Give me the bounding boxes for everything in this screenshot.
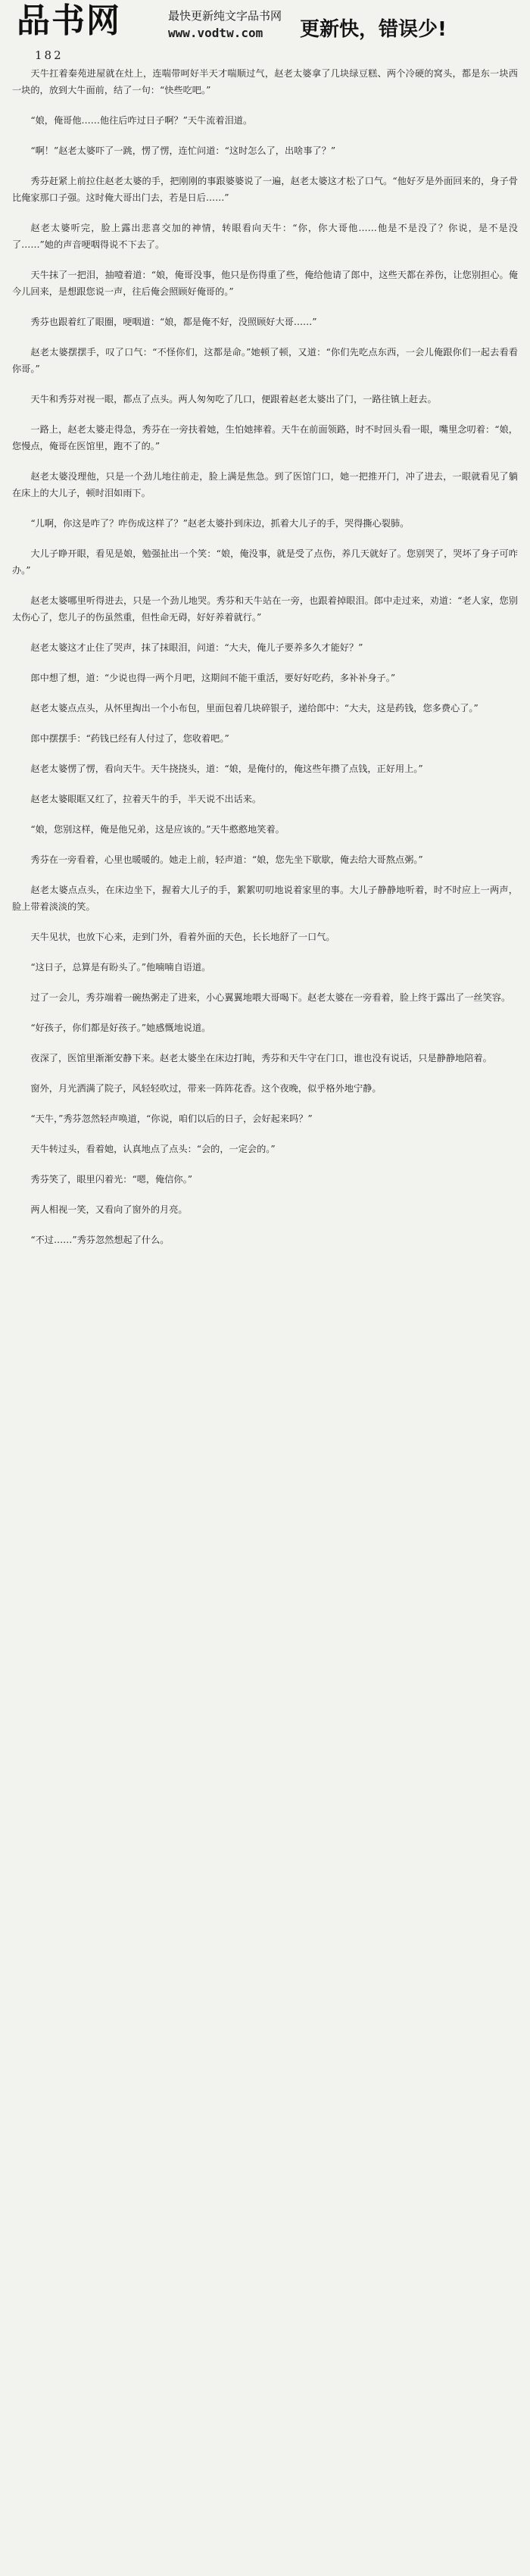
paragraph: “儿啊，你这是咋了？咋伤成这样了？”赵老太婆扑到床边，抓着大儿子的手，哭得撕心裂肺。	[30, 518, 410, 529]
paragraph: “娘，您别这样，俺是他兄弟，这是应该的。”天牛憨憨地笑着。	[30, 824, 285, 835]
site-logo[interactable]: 品书网	[17, 2, 121, 40]
paragraph: “不过……”秀芬忽然想起了什么。	[30, 1235, 170, 1245]
paragraph: 郎中摆摆手：“药钱已经有人付过了，您收着吧。”	[30, 733, 229, 744]
site-slogan: 最快更新纯文字品书网	[168, 9, 282, 23]
paragraph: 秀芬也跟着红了眼圈，哽咽道：“娘，都是俺不好，没照顾好大哥……”	[30, 317, 317, 327]
paragraph: 赵老太婆点点头，在床边坐下，握着大儿子的手，絮絮叨叨地说着家里的事。大儿子静静地听着，时不时应上一两声，脸上带着淡淡的笑。	[12, 885, 518, 912]
paragraph: 窗外，月光洒满了院子，风轻轻吹过，带来一阵阵花香。这个夜晚，似乎格外地宁静。	[30, 1083, 382, 1094]
paragraph: “娘，俺哥他……他往后咋过日子啊？”天牛流着泪道。	[30, 115, 253, 126]
paragraph: 天牛见状，也放下心来，走到门外，看着外面的天色，长长地舒了一口气。	[30, 932, 335, 942]
paragraph: 郎中想了想，道：“少说也得一两个月吧，这期间不能干重活，要好好吃药，多补补身子。”	[30, 673, 396, 683]
site-tagline: 更新快，错误少!	[300, 18, 447, 41]
paragraph: 赵老太婆听完，脸上露出悲喜交加的神情，转眼看向天牛：“你，你大哥他……他是不是没了？你说，是不是没了……”她的声音哽咽得说不下去了。	[12, 223, 518, 250]
page-number: 182	[35, 48, 64, 62]
paragraph: 秀芬笑了，眼里闪着光：“嗯，俺信你。”	[30, 1174, 192, 1185]
paragraph: 秀芬赶紧上前拉住赵老太婆的手，把刚刚的事跟婆婆说了一遍，赵老太婆这才松了口气。“他好歹是外面回来的，身子骨比俺家那口子强。这时俺大哥出门去，若是日后……”	[12, 176, 518, 203]
paragraph: 赵老太婆没理他，只是一个劲儿地往前走，脸上满是焦急。到了医馆门口，她一把推开门，冲了进去，一眼就看见了躺在床上的大儿子，顿时泪如雨下。	[12, 471, 518, 498]
paragraph: 赵老太婆眼眶又红了，拉着天牛的手，半天说不出话来。	[30, 794, 262, 804]
chapter-content	[12, 65, 518, 1262]
paragraph: 天牛抹了一把泪，抽噎着道：“娘，俺哥没事，他只是伤得重了些，俺给他请了郎中，这些天都在养伤，让您别担心。俺今儿回来，是想跟您说一声，往后俺会照顾好俺哥的。”	[12, 270, 518, 297]
paragraph: 赵老太婆这才止住了哭声，抹了抹眼泪，问道：“大夫，俺儿子要养多久才能好？”	[30, 642, 363, 653]
paragraph: 天牛和秀芬对视一眼，都点了点头。两人匆匆吃了几口，便跟着赵老太婆出了门，一路往镇上赶去。	[30, 394, 437, 404]
paragraph: “这日子，总算是有盼头了。”他喃喃自语道。	[30, 962, 211, 973]
site-header	[12, 0, 518, 65]
paragraph: 赵老太婆摆摆手，叹了口气：“不怪你们，这都是命。”她顿了顿，又道：“你们先吃点东西，一会儿俺跟你们一起去看看你哥。”	[12, 347, 518, 374]
paragraph: 两人相视一笑，又看向了窗外的月亮。	[30, 1204, 188, 1215]
paragraph: “好孩子，你们都是好孩子。”她感慨地说道。	[30, 1023, 211, 1033]
paragraph: 赵老太婆哪里听得进去，只是一个劲儿地哭。秀芬和天牛站在一旁，也跟着掉眼泪。郎中走过来，劝道：“老人家，您别太伤心了，您儿子的伤虽然重，但性命无碍，好好养着就行。”	[12, 595, 518, 623]
site-url[interactable]: www.vodtw.com	[168, 26, 263, 40]
paragraph: 大儿子睁开眼，看见是娘，勉强扯出一个笑：“娘，俺没事，就是受了点伤，养几天就好了。您别哭了，哭坏了身子可咋办。”	[12, 548, 518, 576]
paragraph: “啊！”赵老太婆吓了一跳，愣了愣，连忙问道：“这时怎么了，出啥事了？”	[30, 145, 336, 156]
paragraph: 赵老太婆点点头，从怀里掏出一个小布包，里面包着几块碎银子，递给郎中：“大夫，这是药钱，您多费心了。”	[30, 703, 479, 713]
paragraph: 赵老太婆愣了愣，看向天牛。天牛挠挠头，道：“娘，是俺付的，俺这些年攒了点钱，正好用上。”	[30, 763, 423, 774]
paragraph: 过了一会儿，秀芬端着一碗热粥走了进来，小心翼翼地喂大哥喝下。赵老太婆在一旁看着，脸上终于露出了一丝笑容。	[30, 992, 511, 1003]
paragraph: 一路上，赵老太婆走得急，秀芬在一旁扶着她，生怕她摔着。天牛在前面领路，时不时回头看一眼，嘴里念叨着：“娘，您慢点，俺哥在医馆里，跑不了的。”	[12, 424, 518, 451]
paragraph: 夜深了，医馆里渐渐安静下来。赵老太婆坐在床边打盹，秀芬和天牛守在门口，谁也没有说话，只是静静地陪着。	[30, 1053, 492, 1063]
paragraph: 天牛扛着秦苑进屋就在灶上，连喘带呵好半天才喘顺过气，赵老太婆拿了几块绿豆糕、两个冷硬的窝头，都是东一块西一块的，放到大牛面前，结了一句：“快些吃吧。”	[12, 68, 518, 95]
paragraph: 秀芬在一旁看着，心里也暖暖的。她走上前，轻声道：“娘，您先坐下歇歇，俺去给大哥熬点粥。”	[30, 854, 423, 865]
paragraph: “天牛，”秀芬忽然轻声唤道，“你说，咱们以后的日子，会好起来吗？”	[30, 1113, 313, 1124]
paragraph: 天牛转过头，看着她，认真地点了点头：“会的，一定会的。”	[30, 1144, 276, 1154]
